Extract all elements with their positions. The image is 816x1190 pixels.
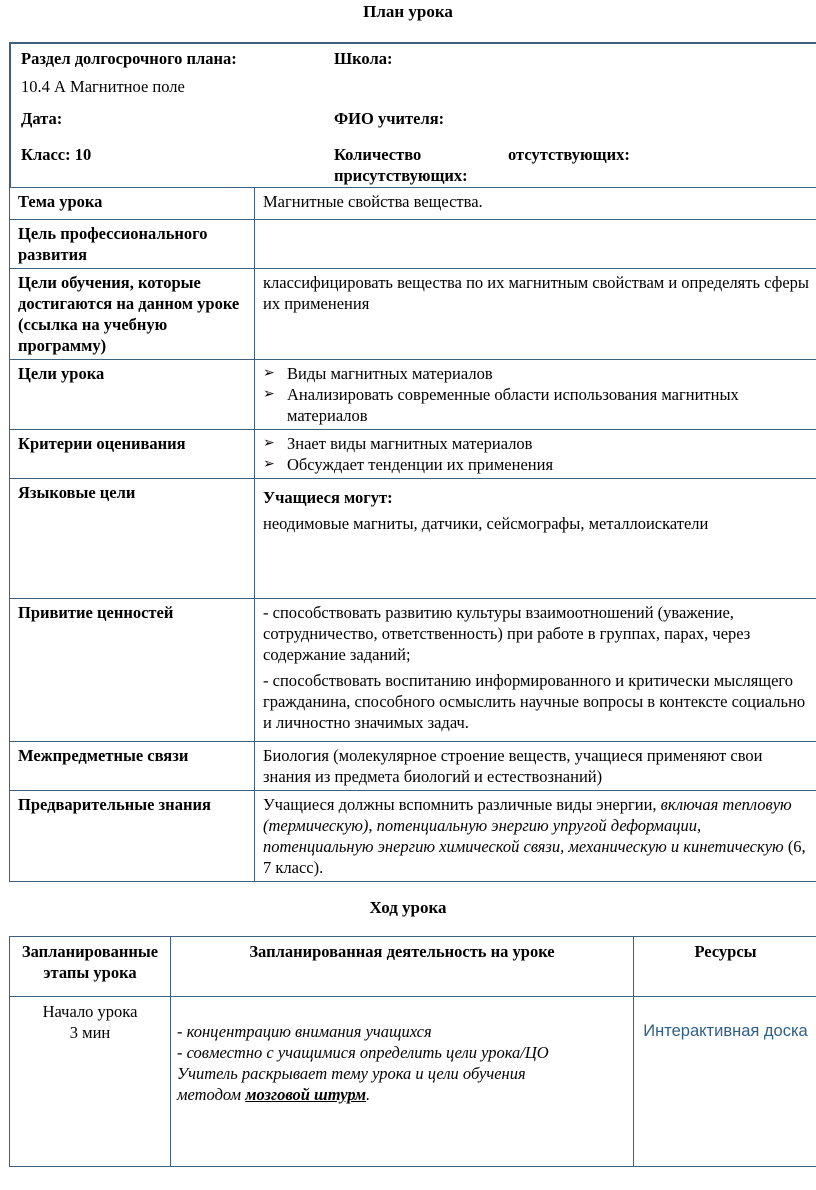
count-word-1: Количество [334,145,422,164]
count-word-2: отсутствующих: [508,145,630,164]
table-row [10,997,816,1167]
resource-cell: Интерактивная доска [634,997,816,1167]
lesson-goals-label: Цели урока [10,360,255,430]
section-label: Раздел долгосрочного плана: [21,49,237,68]
class-label: Класс: 10 [21,145,92,164]
arrow-bullet-icon: ➢ [263,435,275,451]
values-cell [255,599,816,742]
topic-label: Тема урока [10,188,255,220]
school-label: Школа: [334,49,393,68]
lesson-goals-cell [255,360,816,430]
list-item: ➢ Знает виды магнитных материалов [263,434,533,453]
list-item: ➢ Анализировать современные области использования магнитных материалов [263,385,739,425]
stage-time: 3 мин [69,1023,111,1042]
criteria-label: Критерии оценивания [10,430,255,479]
table-row [10,791,816,882]
prior-knowledge-cell: Учащиеся должны вспомнить различные виды энергии, включая тепловую (термическую), потенциальную энергию упругой деформации, потенциальную энергию химической связи, механическую и кинетическую (6, 7 класс). [255,791,816,882]
page-title: План урока [363,2,453,21]
lesson-plan-table [9,187,816,882]
header-block [9,42,816,187]
col-header-resources: Ресурсы [634,937,816,997]
topic-value: Магнитные свойства вещества. [255,188,816,220]
table-row [10,479,816,599]
table-row [10,220,816,269]
list-item: ➢ Виды магнитных материалов [263,364,493,383]
table-row [10,937,816,997]
learning-goals-label: Цели обучения, которые достигаются на данном уроке (ссылка на учебную программу) [10,269,255,360]
table-row [10,599,816,742]
arrow-bullet-icon: ➢ [263,365,275,381]
stage-name: Начало урока [42,1002,138,1021]
prof-goal-value [255,220,816,269]
language-value: неодимовые магниты, датчики, сейсмографы, металлоискатели [263,514,709,533]
language-cell [255,479,816,599]
interdisciplinary-value: Биология (молекулярное строение веществ, учащиеся применяют свои знания из предмета биологий и естествознаний) [255,742,816,791]
prof-goal-label: Цель профессионального развития [10,220,255,269]
interdisciplinary-label: Межпредметные связи [10,742,255,791]
col-header-activity: Запланированная деятельность на уроке [171,937,634,997]
date-label: Дата: [21,109,63,128]
col-header-stages: Запланированные этапы урока [10,937,171,997]
section-value: 10.4 А Магнитное поле [21,77,185,96]
language-label: Языковые цели [10,479,255,599]
table-row [10,742,816,791]
criteria-cell [255,430,816,479]
course-title: Ход урока [369,898,447,917]
teacher-label: ФИО учителя: [334,109,445,128]
values-paragraph-1: - способствовать развитию культуры взаимоотношений (уважение, сотрудничество, ответственность) при работе в группах, парах, через содержание заданий; [263,603,751,664]
course-table [9,936,816,1167]
arrow-bullet-icon: ➢ [263,386,275,402]
count-word-3: присутствующих: [334,166,468,185]
table-row [10,188,816,220]
stage-cell [10,997,171,1167]
learning-goals-value: классифицировать вещества по их магнитным свойствам и определять сферы их применения [255,269,816,360]
values-paragraph-2: - способствовать воспитанию информированного и критически мыслящего гражданина, способного осмыслить научные вопросы в контексте социально и личностно значимых задач. [263,671,806,732]
arrow-bullet-icon: ➢ [263,456,275,472]
activity-cell: - концентрацию внимания учащихся - совместно с учащимися определить цели урока/ЦО Учитель раскрывает тему урока и цели обучения методом мозговой штурм. [171,997,634,1167]
language-heading: Учащиеся могут: [263,488,393,507]
table-row [10,430,816,479]
list-item: ➢ Обсуждает тенденции их применения [263,455,554,474]
prior-knowledge-label: Предварительные знания [10,791,255,882]
values-label: Привитие ценностей [10,599,255,742]
table-row [10,360,816,430]
table-row [10,269,816,360]
